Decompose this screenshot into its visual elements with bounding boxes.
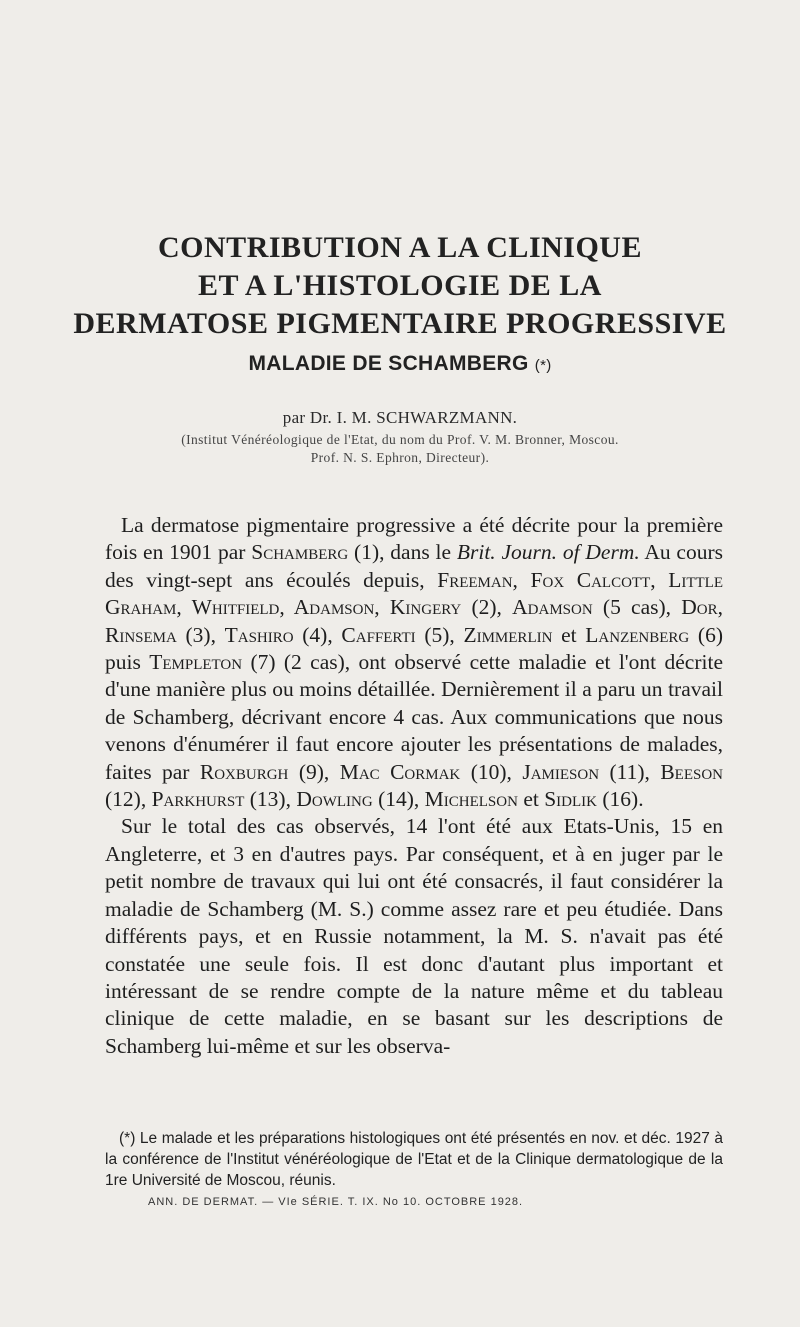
author-name: Michelson [424, 787, 518, 812]
text-span: (12), [105, 787, 152, 812]
institution-line-1: (Institut Vénéréologique de l'Etat, du nom du Prof. V. M. Bronner, Moscou. [181, 432, 619, 447]
subtitle-text: MALADIE DE SCHAMBERG [248, 352, 529, 375]
article-title-line-1: CONTRIBUTION A LA CLINIQUE [158, 231, 642, 264]
footnote: (*) Le malade et les préparations histologiques ont été présentés en nov. et déc. 1927 à la conférence de l'Institut vénéréologique de l'Etat et de la Clinique dermatologique de la 1re Université de Moscou, réunis. [105, 1130, 723, 1189]
author-name: Cafferti [341, 622, 416, 647]
text-span: (13), [244, 787, 297, 812]
author-line: par Dr. I. M. SCHWARZMANN. [282, 408, 518, 427]
author-name: Schamberg [251, 540, 349, 565]
text-span: et [517, 787, 545, 812]
text-span: (11), [599, 759, 661, 784]
author-name: Beeson [660, 759, 723, 784]
author-name: Dowling [296, 787, 373, 812]
paragraph-2: Sur le total des cas observés, 14 l'ont été aux Etats-Unis, 15 en Angleterre, et 3 en d'autres pays. Par conséquent, et à en juger par le petit nombre de travaux qui lui ont été consacrés, il faut considérer la maladie de Schamberg (M. S.) comme assez rare et peu étudiée. Dans différents pays, et en Russie notamment, la M. S. n'avait pas été constatée une seule fois. Il est donc d'autant plus important et intéressant de se rendre compte de la nature même et du tableau clinique de cette maladie, en se basant sur les descriptions de Schamberg lui-même et sur les observa- [105, 814, 723, 1058]
paragraph-1 [105, 512, 723, 813]
article-title-line-2: ET A L'HISTOLOGIE DE LA [198, 269, 602, 302]
author-name: Parkhurst [151, 787, 245, 812]
text-span: (6) puis [105, 622, 723, 675]
text-span: (14), [372, 787, 425, 812]
text-span: (4), [293, 622, 342, 647]
text-span: (2), [461, 595, 513, 620]
text-span: (1), dans le [348, 540, 457, 565]
journal-title: Brit. Journ. of Derm. [456, 540, 640, 565]
institution-line-2: Prof. N. S. Ephron, Directeur). [310, 450, 490, 465]
author-name: Freeman, Fox Calcott, Little Graham, Whitfield, Adamson, Kingery [105, 567, 723, 620]
author-name: Dor, Rinsema [105, 595, 723, 647]
author-name: Sidlik [544, 787, 597, 812]
text-span: (16). [597, 787, 644, 812]
article-subtitle [60, 352, 740, 376]
author-name: Mac Cormak [339, 759, 461, 784]
text-span: (10), [460, 759, 523, 784]
author-name: Tashiro [224, 622, 294, 647]
journal-reference: ANN. DE DERMAT. — VIe SÉRIE. T. IX. No 10. OCTOBRE 1928. [148, 1196, 524, 1208]
text-span: et [552, 622, 586, 647]
article-title-line-3: DERMATOSE PIGMENTAIRE PROGRESSIVE [73, 307, 727, 340]
author-name: Zimmerlin [463, 622, 553, 647]
text-span: (5), [415, 622, 464, 647]
text-span: (3), [176, 622, 225, 647]
text-span: (5 cas), [592, 595, 682, 620]
author-name: Roxburgh [199, 759, 289, 784]
footnote-marker: (*) [534, 357, 552, 374]
author-name: Lanzenberg [585, 622, 690, 647]
text-span: Au cours des vingt-sept ans écoulés depuis, [105, 540, 724, 592]
author-name: Templeton [149, 650, 243, 675]
text-span: La dermatose pigmentaire progressive a été décrite pour la première fois en 1901 par [105, 513, 723, 565]
text-span: (9), [288, 759, 340, 784]
text-span: (7) (2 cas), ont observé cette maladie et l'ont décrite d'une manière plus ou moins détaillée. Dernièrement il a paru un travail de Schamberg, décrivant encore 4 cas. Aux communications que nous venons d'énumérer il faut encore ajouter les présentations de malades, faites par [105, 650, 724, 784]
body-text [105, 512, 723, 1060]
author-name: Adamson [512, 595, 593, 620]
author-name: Jamieson [522, 759, 600, 784]
